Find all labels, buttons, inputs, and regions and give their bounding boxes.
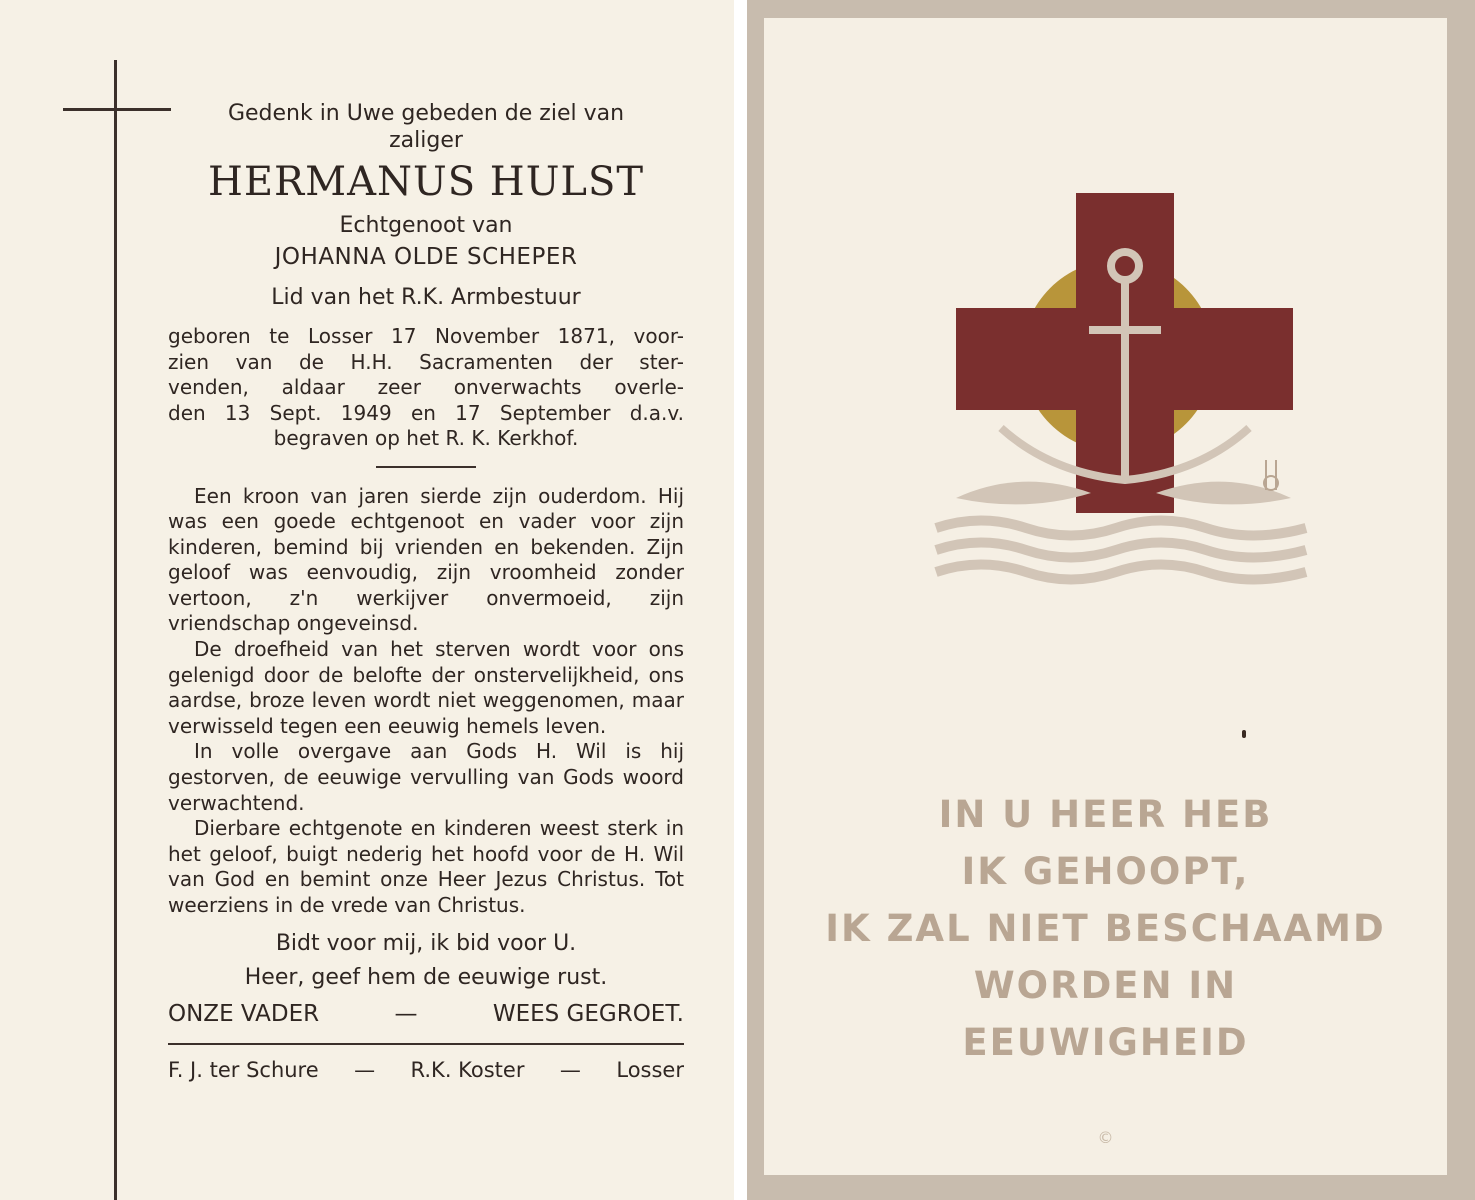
memorial-card-back bbox=[747, 0, 1475, 1200]
intro-line-1: Gedenk in Uwe gebeden de ziel van bbox=[227, 101, 625, 126]
printer-footer bbox=[168, 1055, 684, 1085]
paragraph-grief: De droefheid van het sterven wordt voor ons gelenigd door de belofte der onstervelijkheid, ons aardse, broze leven wordt niet weggenomen, maar verwisseld tegen een eeuwig hemels leven. bbox=[168, 637, 684, 738]
membership-role: Lid van het R.K. Armbestuur bbox=[271, 285, 581, 310]
paragraph-surrender: In volle overgave aan Gods H. Wil is hij gestorven, de eeuwige vervulling van Gods woord verwachtend. bbox=[168, 739, 684, 815]
motto-line: IK GEHOOPT, bbox=[961, 850, 1250, 893]
deceased-name: HERMANUS HULST bbox=[207, 159, 645, 205]
bio-line: den 13 Sept. 1949 en 17 September d.a.v. bbox=[168, 400, 684, 425]
divider bbox=[376, 466, 476, 468]
cross-icon-vertical bbox=[114, 60, 117, 1200]
footer-divider bbox=[168, 1043, 684, 1045]
motto bbox=[764, 786, 1447, 1071]
motto-line: WORDEN IN bbox=[973, 964, 1238, 1007]
footer-printer: F. J. ter Schure bbox=[168, 1057, 319, 1082]
spouse-label: Echtgenoot van bbox=[339, 213, 513, 238]
footer-dash: — bbox=[559, 1057, 581, 1082]
motto-line: IN U HEER HEB bbox=[938, 793, 1273, 836]
motto-line: IK ZAL NIET BESCHAAMD bbox=[825, 907, 1386, 950]
paragraph-family: Dierbare echtgenote en kinderen weest sterk in het geloof, buigt nederig het hoofd voor de H. Wil van God en bemint onze Heer Jezus Christus. Tot weerziens in de vrede van Christus. bbox=[168, 816, 684, 917]
footer-role: R.K. Koster bbox=[410, 1057, 525, 1082]
bio-line: zien van de H.H. Sacramenten der ster- bbox=[168, 349, 684, 374]
prayer-dash: — bbox=[394, 1000, 418, 1027]
card-back-panel bbox=[764, 18, 1447, 1175]
intro-line-2: zaliger bbox=[389, 128, 463, 153]
bio-line: geboren te Losser 17 November 1871, voor- bbox=[168, 324, 684, 348]
waves-icon bbox=[936, 521, 1306, 580]
footer-place: Losser bbox=[616, 1057, 684, 1082]
prayer-our-father: ONZE VADER bbox=[168, 1000, 320, 1027]
cross-anchor-emblem-icon bbox=[931, 188, 1311, 598]
closing-line-2: Heer, geef hem de eeuwige rust. bbox=[244, 964, 608, 990]
prayer-hail-mary: WEES GEGROET. bbox=[492, 1000, 684, 1027]
spouse-name: JOHANNA OLDE SCHEPER bbox=[274, 244, 578, 270]
paper-speck bbox=[1242, 730, 1246, 738]
cross-icon-horizontal bbox=[63, 108, 171, 111]
bio-line: begraven op het R. K. Kerkhof. bbox=[273, 426, 579, 450]
footer-dash: — bbox=[354, 1057, 376, 1082]
copyright-mark: © bbox=[1097, 1128, 1114, 1147]
closing-line-1: Bidt voor mij, ik bid voor U. bbox=[275, 930, 577, 956]
memorial-card-front bbox=[0, 0, 734, 1200]
biography bbox=[168, 324, 684, 452]
motto-line: EEUWIGHEID bbox=[962, 1021, 1249, 1064]
monogram-icon bbox=[1264, 460, 1278, 490]
paragraph-virtues: Een kroon van jaren sierde zijn ouderdom. Hij was een goede echtgenoot en vader voor zijn kinderen, bemind bij vrienden en bekenden. Zijn geloof was eenvoudig, zijn vroomheid zonder vertoon, z'n werkijver onvermoeid, zijn vriendschap ongeveinsd. bbox=[168, 483, 684, 636]
memorial-text bbox=[168, 100, 684, 1085]
bio-line: venden, aldaar zeer onverwachts overle- bbox=[168, 375, 684, 399]
prayers-row bbox=[168, 997, 684, 1031]
